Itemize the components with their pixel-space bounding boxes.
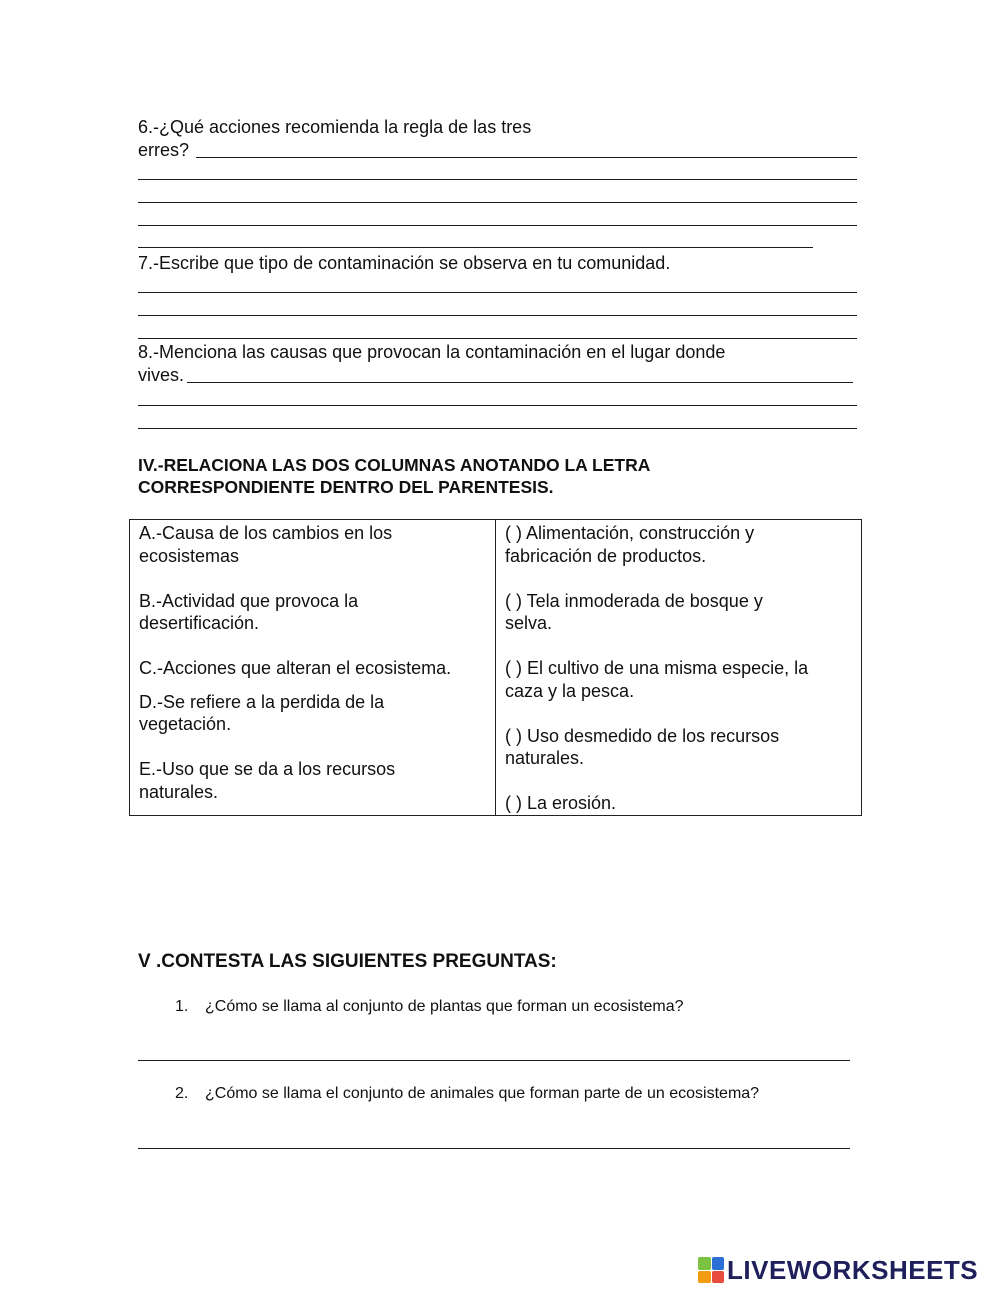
- answer-line[interactable]: [196, 157, 857, 158]
- section-4-heading: IV.-RELACIONA LAS DOS COLUMNAS ANOTANDO LA LETRA: [138, 455, 651, 475]
- left-item-b: [139, 590, 487, 635]
- right-column: [496, 520, 862, 816]
- answer-line[interactable]: [138, 225, 857, 226]
- left-item-c: [139, 657, 487, 680]
- right-item-text: fabricación de productos.: [505, 545, 707, 566]
- question-text: ¿Cómo se llama el conjunto de animales que forman parte de un ecosistema?: [205, 1085, 760, 1102]
- question-6-text: 6.-¿Qué acciones recomienda la regla de las tres: [138, 117, 532, 137]
- section-5-question-1: [175, 998, 683, 1016]
- question-7-text: 7.-Escribe que tipo de contaminación se observa en tu comunidad.: [138, 253, 671, 273]
- right-item-text: ( ) La erosión.: [505, 793, 617, 813]
- left-item-text: E.-Uso que se da a los recursos: [139, 759, 396, 779]
- right-item-text: caza y la pesca.: [505, 680, 635, 701]
- question-8-text-cont: vives.: [138, 365, 185, 385]
- liveworksheets-logo: [698, 1255, 978, 1285]
- answer-line[interactable]: [138, 315, 857, 316]
- left-item-text: vegetación.: [139, 714, 232, 734]
- right-item-text: ( ) Uso desmedido de los recursos: [505, 725, 780, 746]
- question-text: ¿Cómo se llama al conjunto de plantas que forman un ecosistema?: [205, 998, 684, 1015]
- left-item-text: B.-Actividad que provoca la: [139, 590, 359, 611]
- answer-line[interactable]: [138, 338, 857, 339]
- question-number: 2.: [175, 1085, 189, 1102]
- answer-line[interactable]: [138, 428, 857, 429]
- right-item-text: ( ) Tela inmoderada de bosque y: [505, 590, 763, 611]
- right-item-text: ( ) El cultivo de una misma especie, la: [505, 658, 809, 678]
- right-item-3[interactable]: [505, 657, 853, 702]
- matching-table: [129, 519, 862, 816]
- right-item-text: naturales.: [505, 748, 585, 768]
- left-column: [130, 520, 496, 816]
- logo-mark-icon: [698, 1257, 724, 1283]
- left-item-text: desertificación.: [139, 613, 260, 633]
- left-item-text: A.-Causa de los cambios en los: [139, 523, 393, 543]
- logo-tile: [712, 1271, 725, 1284]
- answer-line[interactable]: [187, 382, 853, 383]
- left-item-text: naturales.: [139, 781, 219, 802]
- left-item-text: D.-Se refiere a la perdida de la: [139, 691, 385, 712]
- question-number: 1.: [175, 998, 189, 1015]
- section-5-question-2: [175, 1085, 759, 1103]
- answer-line[interactable]: [138, 1148, 850, 1149]
- right-item-4[interactable]: [505, 725, 853, 770]
- left-item-text: C.-Acciones que alteran el ecosistema.: [139, 658, 452, 678]
- right-item-text: selva.: [505, 613, 553, 633]
- section-4-heading-cont: CORRESPONDIENTE DENTRO DEL PARENTESIS.: [138, 477, 554, 497]
- answer-line[interactable]: [138, 179, 857, 180]
- right-item-2[interactable]: [505, 590, 853, 635]
- logo-tile: [698, 1257, 711, 1270]
- section-5-heading: V .CONTESTA LAS SIGUIENTES PREGUNTAS:: [138, 951, 557, 972]
- left-item-text: ecosistemas: [139, 545, 240, 566]
- left-item-a: [139, 522, 487, 567]
- answer-line[interactable]: [138, 1060, 850, 1061]
- answer-line[interactable]: [138, 202, 857, 203]
- left-item-e: [139, 758, 487, 803]
- logo-tile: [712, 1257, 725, 1270]
- answer-line[interactable]: [138, 247, 813, 248]
- logo-text: LIVEWORKSHEETS: [727, 1254, 979, 1285]
- right-item-5[interactable]: [505, 792, 853, 815]
- question-8-text: 8.-Menciona las causas que provocan la contaminación en el lugar donde: [138, 342, 726, 362]
- answer-line[interactable]: [138, 292, 857, 293]
- right-item-text: ( ) Alimentación, construcción y: [505, 523, 755, 543]
- question-6-text-cont: erres?: [138, 140, 190, 160]
- logo-tile: [698, 1271, 711, 1284]
- right-item-1[interactable]: [505, 522, 853, 567]
- answer-line[interactable]: [138, 405, 857, 406]
- left-item-d: [139, 691, 487, 736]
